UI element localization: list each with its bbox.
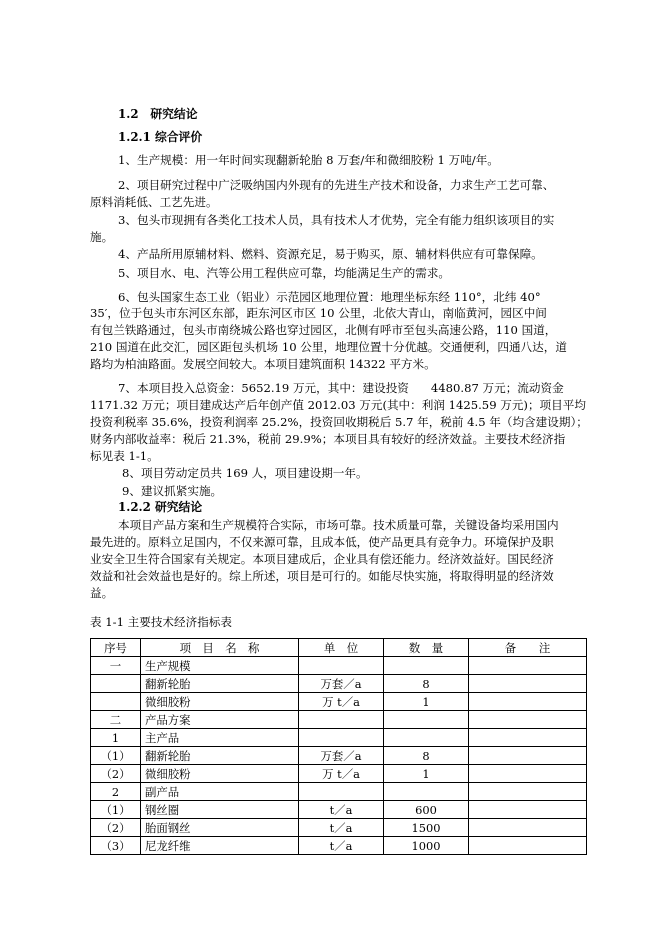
- paragraph-line: 有包兰铁路通过，包头市南绕城公路也穿过园区，北侧有呼市至包头高速公路，110 国道，: [90, 323, 557, 337]
- paragraph-line: 施。: [90, 230, 114, 244]
- paragraph-line: 4、产品所用原辅材料、燃料、资源充足，易于购买，原、辅材料供应有可靠保障。: [118, 247, 543, 261]
- cell-unit: [299, 711, 384, 729]
- paragraph-line: 财务内部收益率：税后 21.3%，税前 29.9%；本项目具有较好的经济效益。主要技术经济指: [90, 432, 566, 446]
- table-row: [91, 783, 587, 801]
- cell-item-name: 生产规模: [141, 657, 299, 675]
- table-row: [91, 657, 587, 675]
- table-row: [91, 693, 587, 711]
- header-index: 序号: [91, 639, 141, 657]
- cell-remarks: [469, 711, 587, 729]
- paragraph-line: 9、建议抓紧实施。: [122, 484, 223, 498]
- paragraph-line: 3、包头市现拥有各类化工技术人员，具有技术人才优势，完全有能力组织该项目的实: [118, 213, 555, 227]
- header-remarks: 备 注: [469, 639, 587, 657]
- cell-index: （2）: [91, 819, 141, 837]
- cell-unit: [299, 783, 384, 801]
- paragraph-line: 原料消耗低、工艺先进。: [90, 195, 218, 209]
- cell-quantity: 600: [384, 801, 469, 819]
- cell-index: 1: [91, 729, 141, 747]
- cell-quantity: 1500: [384, 819, 469, 837]
- cell-remarks: [469, 783, 587, 801]
- paragraph-line: 5、项目水、电、汽等公用工程供应可靠，均能满足生产的需求。: [118, 266, 451, 280]
- cell-item-name: 尼龙纤维: [141, 837, 299, 855]
- table-row: [91, 765, 587, 783]
- table-row: [91, 747, 587, 765]
- cell-index: 二: [91, 711, 141, 729]
- cell-remarks: [469, 657, 587, 675]
- paragraph-line: 1、生产规模：用一年时间实现翻新轮胎 8 万套/年和微细胶粉 1 万吨/年。: [118, 153, 499, 167]
- paragraph-line: 路均为柏油路面。发展空间较大。本项目建筑面积 14322 平方米。: [90, 357, 436, 371]
- cell-quantity: [384, 657, 469, 675]
- cell-item-name: 微细胶粉: [141, 765, 299, 783]
- cell-unit: 万套／a: [299, 747, 384, 765]
- cell-index: [91, 693, 141, 711]
- paragraph-line: 业安全卫生符合国家有关规定。本项目建成后，企业具有偿还能力。经济效益好。国民经济: [90, 552, 554, 566]
- subsection-heading-conclusion: 1.2.2 研究结论: [118, 500, 203, 514]
- cell-remarks: [469, 693, 587, 711]
- cell-index: （1）: [91, 747, 141, 765]
- section-heading: 1.2 研究结论: [118, 107, 198, 121]
- cell-remarks: [469, 747, 587, 765]
- paragraph-line: 6、包头国家生态工业（铝业）示范园区地理位置：地理坐标东经 110°，北纬 40°: [118, 290, 541, 304]
- paragraph-line: 35′，位于包头市东河区东部，距东河区市区 10 公里，北依大青山，南临黄河，园区中间: [90, 306, 547, 320]
- paragraph-line: [118, 381, 564, 395]
- cell-unit: t／a: [299, 801, 384, 819]
- paragraph-line: 1171.32 万元；项目建成达产后年创产值 2012.03 万元(其中：利润 1425.59 万元)；项目平均: [90, 398, 586, 412]
- cell-item-name: 翻新轮胎: [141, 747, 299, 765]
- cell-unit: [299, 657, 384, 675]
- cell-remarks: [469, 675, 587, 693]
- cell-item-name: 钢丝圈: [141, 801, 299, 819]
- cell-index: （2）: [91, 765, 141, 783]
- cell-item-name: 副产品: [141, 783, 299, 801]
- cell-unit: t／a: [299, 819, 384, 837]
- cell-index: 2: [91, 783, 141, 801]
- cell-item-name: 产品方案: [141, 711, 299, 729]
- table-row: [91, 819, 587, 837]
- cell-index: （1）: [91, 801, 141, 819]
- paragraph-line: 益。: [90, 586, 114, 600]
- header-item-name: 项 目 名 称: [141, 639, 299, 657]
- paragraph-line: 2、项目研究过程中广泛吸纳国内外现有的先进生产技术和设备，力求生产工艺可靠、: [118, 178, 555, 192]
- paragraph-line: 投资利税率 35.6%，投资利润率 25.2%，投资回收期税后 5.7 年，税前 4.5 年（均含建设期）；: [90, 415, 588, 429]
- cell-quantity: 8: [384, 675, 469, 693]
- cell-remarks: [469, 765, 587, 783]
- technical-economic-indicator-table: [90, 638, 587, 855]
- table-row: [91, 711, 587, 729]
- cell-quantity: 1: [384, 693, 469, 711]
- cell-remarks: [469, 729, 587, 747]
- cell-remarks: [469, 819, 587, 837]
- cell-unit: 万 t／a: [299, 765, 384, 783]
- cell-unit: 万套／a: [299, 675, 384, 693]
- paragraph-line: 本项目产品方案和生产规模符合实际，市场可靠。技术质量可靠，关键设备均采用国内: [118, 518, 559, 532]
- cell-index: 一: [91, 657, 141, 675]
- table-row: [91, 729, 587, 747]
- table-row: [91, 801, 587, 819]
- cell-unit: 万 t／a: [299, 693, 384, 711]
- investment-text-part1: 7、本项目投入总资金：5652.19 万元，其中：建设投资: [118, 381, 409, 395]
- investment-text-part2: 4480.87 万元；流动资金: [430, 381, 564, 395]
- cell-unit: t／a: [299, 837, 384, 855]
- cell-quantity: 8: [384, 747, 469, 765]
- header-quantity: 数 量: [384, 639, 469, 657]
- paragraph-line: 最先进的。原料立足国内，不仅来源可靠，且成本低，使产品更具有竞争力。环境保护及职: [90, 535, 554, 549]
- paragraph-line: 效益和社会效益也是好的。综上所述，项目是可行的。如能尽快实施，将取得明显的经济效: [90, 569, 554, 583]
- paragraph-line: 210 国道在此交汇，园区距包头机场 10 公里，地理位置十分优越。交通便利，四通八达，道: [90, 340, 567, 354]
- cell-quantity: [384, 729, 469, 747]
- cell-index: [91, 675, 141, 693]
- cell-index: （3）: [91, 837, 141, 855]
- table-header-row: [91, 639, 587, 657]
- cell-item-name: 主产品: [141, 729, 299, 747]
- cell-remarks: [469, 837, 587, 855]
- cell-quantity: 1000: [384, 837, 469, 855]
- table-row: [91, 837, 587, 855]
- cell-quantity: 1: [384, 765, 469, 783]
- cell-remarks: [469, 801, 587, 819]
- cell-item-name: 翻新轮胎: [141, 675, 299, 693]
- cell-quantity: [384, 783, 469, 801]
- cell-item-name: 胎面钢丝: [141, 819, 299, 837]
- table-caption: 表 1-1 主要技术经济指标表: [90, 615, 232, 629]
- paragraph-line: 标见表 1-1。: [90, 449, 159, 463]
- cell-unit: [299, 729, 384, 747]
- cell-item-name: 微细胶粉: [141, 693, 299, 711]
- table-row: [91, 675, 587, 693]
- cell-quantity: [384, 711, 469, 729]
- header-unit: 单 位: [299, 639, 384, 657]
- subsection-heading-evaluation: 1.2.1 综合评价: [118, 130, 203, 144]
- paragraph-line: 8、项目劳动定员共 169 人，项目建设期一年。: [122, 466, 368, 480]
